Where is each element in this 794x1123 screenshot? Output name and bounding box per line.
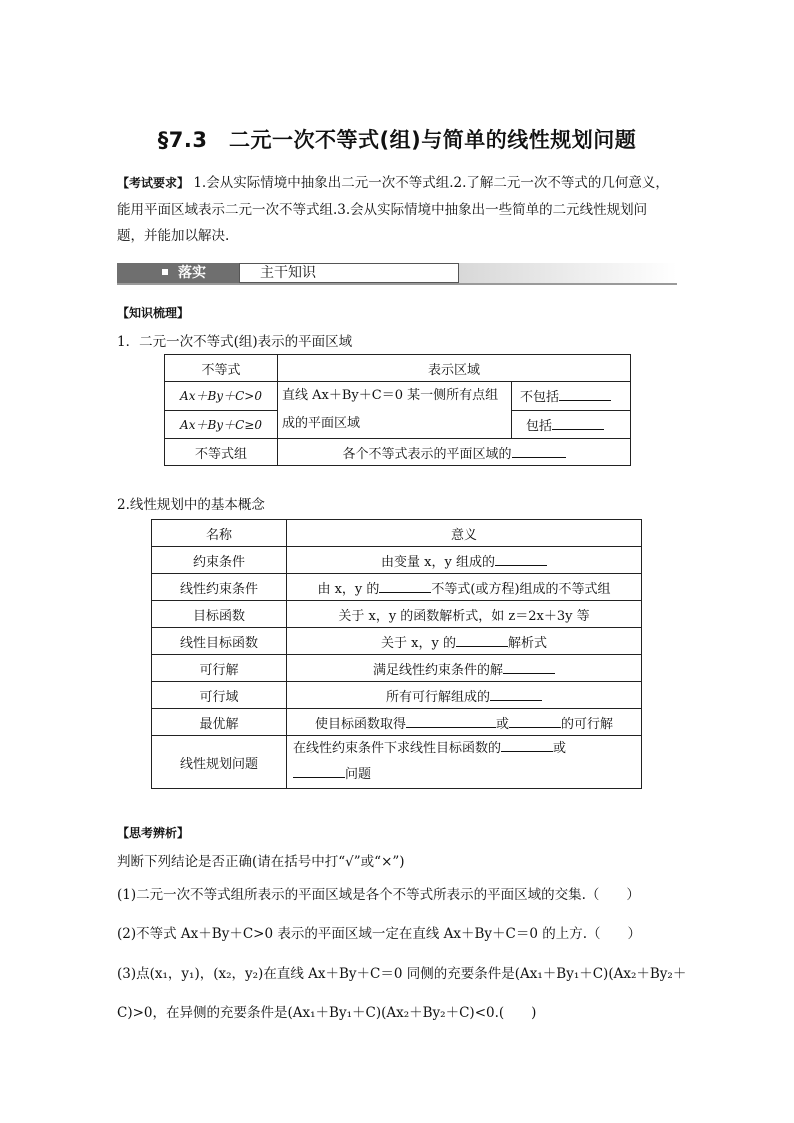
section-banner	[117, 263, 677, 285]
table1-r2c3-text: 包括	[526, 418, 553, 434]
row-meaning	[287, 655, 642, 682]
row-text: 满足线性约束条件的解	[372, 662, 503, 678]
banner-left-label: 落实	[178, 265, 206, 281]
row-text: 关于 x，y 的	[381, 635, 456, 651]
table1-r2c1: Ax＋By＋C≥0	[165, 410, 278, 439]
row-name: 线性约束条件	[152, 574, 287, 601]
row-text: 的可行解	[561, 716, 614, 732]
think-intro: 判断下列结论是否正确(请在括号中打“√”或“×”)	[117, 854, 405, 870]
blank[interactable]	[490, 687, 542, 701]
table1-r1c3-text: 不包括	[520, 390, 560, 406]
question-1: (1)二元一次不等式组所表示的平面区域是各个不等式所表示的平面区域的交集.（ ）	[117, 887, 640, 903]
blank[interactable]	[509, 714, 561, 728]
knowledge-heading: 【知识梳理】	[117, 306, 190, 320]
blank[interactable]	[503, 660, 555, 674]
table1-r1c3	[512, 382, 631, 411]
banner-left	[117, 263, 239, 283]
banner-right: 主干知识	[239, 263, 459, 283]
row-text: 由变量 x，y 组成的	[381, 554, 495, 570]
table-row	[152, 547, 642, 574]
page-title: §7.3 二元一次不等式(组)与简单的线性规划问题	[157, 128, 637, 152]
row-text: 或	[553, 741, 567, 756]
row-text: 解析式	[507, 635, 547, 651]
exam-req-tag: 【考试要求】	[117, 176, 190, 190]
exam-req-line1: 1.会从实际情境中抽象出二元一次不等式组.2.了解二元一次不等式的几何意义，	[193, 175, 669, 191]
row-name: 约束条件	[152, 547, 287, 574]
table-concepts	[151, 519, 642, 789]
exam-req-line2: 能用平面区域表示二元一次不等式组.3.会从实际情境中抽象出一些简单的二元线性规划问	[117, 201, 648, 218]
blank[interactable]	[559, 387, 611, 401]
banner-fade	[459, 263, 677, 283]
row-text: 不等式(或方程)组成的不等式组	[431, 581, 611, 597]
table1-r2c3	[512, 410, 631, 439]
row-meaning	[287, 736, 642, 789]
blank[interactable]	[456, 633, 508, 647]
table-row	[152, 682, 642, 709]
table1-r1c1: Ax＋By＋C>0	[165, 382, 278, 411]
row-text: 所有可行解组成的	[385, 689, 490, 705]
row-text: 使目标函数取得	[314, 716, 406, 732]
row-meaning	[287, 628, 642, 655]
exam-req-line3: 题，并能加以解决.	[117, 228, 230, 244]
table1-col1: 不等式	[165, 355, 278, 382]
think-heading: 【思考辨析】	[117, 826, 190, 840]
row-meaning	[287, 709, 642, 736]
blank[interactable]	[501, 738, 553, 752]
row-text: 问题	[345, 767, 372, 782]
table-row	[152, 601, 642, 628]
table2-col2: 意义	[287, 520, 642, 547]
table-row	[152, 736, 642, 789]
square-icon	[162, 269, 168, 275]
blank[interactable]	[379, 579, 431, 593]
table1-mid	[278, 382, 512, 439]
exam-requirements	[117, 170, 677, 250]
table1-mid-line1: 直线 Ax＋By＋C＝0 某一侧所有点组	[282, 388, 499, 403]
row-name: 最优解	[152, 709, 287, 736]
blank[interactable]	[293, 764, 345, 778]
table1-r3c2	[278, 439, 631, 466]
row-meaning	[287, 574, 642, 601]
row-meaning	[287, 682, 642, 709]
blank[interactable]	[495, 552, 547, 566]
row-meaning: 关于 x，y 的函数解析式，如 z＝2x＋3y 等	[287, 601, 642, 628]
question-3-line2: C)>0，在异侧的充要条件是(Ax₁＋By₁＋C)(Ax₂＋By₂＋C)<0.( )	[117, 1005, 537, 1021]
blank[interactable]	[552, 416, 604, 430]
table-region	[164, 354, 631, 466]
table2-heading: 2.线性规划中的基本概念	[117, 497, 265, 513]
table2-col1: 名称	[152, 520, 287, 547]
table1-r3c2-text: 各个不等式表示的平面区域的	[342, 446, 512, 462]
blank[interactable]	[512, 444, 566, 458]
question-3-line1: (3)点(x₁，y₁)，(x₂，y₂)在直线 Ax＋By＋C＝0 同侧的充要条件是(Ax₁＋By₁＋C)(Ax₂＋By₂＋	[117, 966, 687, 982]
table-row	[152, 574, 642, 601]
row-name: 目标函数	[152, 601, 287, 628]
row-meaning	[287, 547, 642, 574]
row-name: 可行解	[152, 655, 287, 682]
row-name: 可行域	[152, 682, 287, 709]
question-2: (2)不等式 Ax＋By＋C>0 表示的平面区域一定在直线 Ax＋By＋C＝0 的上方.（ ）	[117, 926, 642, 942]
blank[interactable]	[406, 714, 496, 728]
table1-heading: 1．二元一次不等式(组)表示的平面区域	[117, 334, 353, 350]
table-row	[152, 655, 642, 682]
row-text: 由 x，y 的	[317, 581, 380, 597]
table1-col2: 表示区域	[278, 355, 631, 382]
table1-r3c1: 不等式组	[165, 439, 278, 466]
table1-mid-line2: 成的平面区域	[282, 416, 361, 431]
row-name: 线性规划问题	[152, 736, 287, 789]
row-text: 在线性约束条件下求线性目标函数的	[293, 741, 502, 756]
row-name: 线性目标函数	[152, 628, 287, 655]
row-text: 或	[495, 716, 509, 732]
table-row	[152, 709, 642, 736]
banner-underline	[117, 283, 677, 285]
table-row	[152, 628, 642, 655]
